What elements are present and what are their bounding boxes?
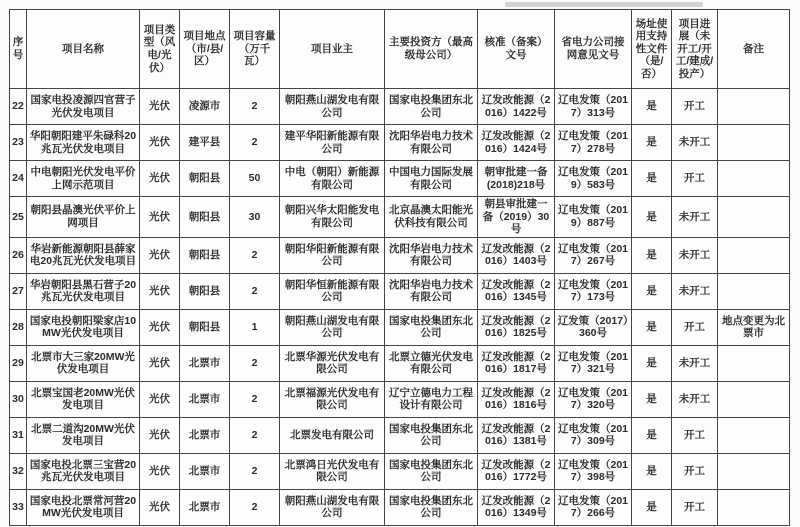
table-cell: 辽发改能源（2016）1825号 [478, 309, 555, 345]
header-project-name: 项目名称 [27, 10, 140, 89]
table-cell [718, 89, 790, 125]
table-cell: 辽发改能源（2016）1381号 [478, 417, 555, 453]
scan-artifact-smudge [505, 2, 703, 7]
table-row [10, 417, 790, 453]
table-cell: 国家电投集团东北公司 [385, 89, 478, 125]
table-cell: 北票市 [180, 489, 230, 525]
table-cell: 朝审批建一备(2018)218号 [478, 161, 555, 197]
table-cell: 沈阳华岩电力技术有限公司 [385, 125, 478, 161]
table-cell: 朝阳燕山湖发电有限公司 [280, 489, 385, 525]
row-number-cell: 32 [10, 453, 27, 489]
table-cell: 辽电发策（2017）173号 [555, 273, 632, 309]
table-cell: 建平县 [180, 125, 230, 161]
table-cell: 北票宝国老20MW光伏发电项目 [27, 381, 140, 417]
table-cell: 未开工 [672, 237, 718, 273]
table-cell [718, 489, 790, 525]
table-cell: 未开工 [672, 345, 718, 381]
header-project-capacity: 项目容量（万千瓦） [230, 10, 280, 89]
table-cell: 朝阳燕山湖发电有限公司 [280, 89, 385, 125]
table-cell: 辽电发策（2017）309号 [555, 417, 632, 453]
table-cell: 2 [230, 417, 280, 453]
table-cell: 是 [632, 345, 672, 381]
table-cell: 中国电力国际发展有限公司 [385, 161, 478, 197]
table-cell: 光伏 [140, 197, 180, 238]
table-cell: 建平华阳新能源有限公司 [280, 125, 385, 161]
table-cell: 朝县审批建一备（2019）30号 [478, 197, 555, 238]
table-cell: 中电（朝阳）新能源有限公司 [280, 161, 385, 197]
header-remarks: 备注 [718, 10, 790, 89]
table-header [10, 10, 790, 89]
table-row [10, 309, 790, 345]
table-row [10, 197, 790, 238]
table-cell: 2 [230, 345, 280, 381]
table-cell: 北票市 [180, 453, 230, 489]
table-cell: 华阳朝阳建平朱碌科20兆瓦光伏发电项目 [27, 125, 140, 161]
table-cell: 国家电投北票三宝营20兆瓦光伏发电项目 [27, 453, 140, 489]
table-cell: 是 [632, 89, 672, 125]
table-cell: 朝阳兴华太阳能发电有限公司 [280, 197, 385, 238]
table-cell: 北票市 [180, 345, 230, 381]
table-cell: 是 [632, 309, 672, 345]
table-cell: 朝阳县晶澳光伏平价上网项目 [27, 197, 140, 238]
table-cell [718, 417, 790, 453]
table-cell: 光伏 [140, 345, 180, 381]
table-cell: 朝阳县 [180, 309, 230, 345]
table-cell: 光伏 [140, 273, 180, 309]
table-cell: 地点变更为北票市 [718, 309, 790, 345]
table-cell: 辽电发策（2019）887号 [555, 197, 632, 238]
header-main-investor: 主要投资方（最高级母公司） [385, 10, 478, 89]
table-cell: 辽发改能源（2016）1424号 [478, 125, 555, 161]
table-cell: 光伏 [140, 161, 180, 197]
table-cell: 开工 [672, 417, 718, 453]
row-number-cell: 28 [10, 309, 27, 345]
table-cell: 开工 [672, 453, 718, 489]
row-number-cell: 27 [10, 273, 27, 309]
row-number-cell: 22 [10, 89, 27, 125]
row-number-cell: 23 [10, 125, 27, 161]
table-cell: 中电朝阳光伏发电平价上网示范项目 [27, 161, 140, 197]
table-cell [718, 161, 790, 197]
table-cell: 2 [230, 273, 280, 309]
table-cell [718, 197, 790, 238]
table-cell [718, 273, 790, 309]
table-row [10, 89, 790, 125]
table-cell: 是 [632, 161, 672, 197]
table-cell: 是 [632, 197, 672, 238]
table-cell: 辽发改能源（2016）1422号 [478, 89, 555, 125]
table-cell: 是 [632, 125, 672, 161]
header-approval-doc-number: 核准（备案）文号 [478, 10, 555, 89]
row-number-cell: 33 [10, 489, 27, 525]
table-cell: 光伏 [140, 89, 180, 125]
table-cell: 沈阳华岩电力技术有限公司 [385, 237, 478, 273]
table-cell: 辽发改能源（2016）1345号 [478, 273, 555, 309]
table-cell: 沈阳华岩电力技术有限公司 [385, 273, 478, 309]
table-cell: 未开工 [672, 197, 718, 238]
table-cell: 国家电投集团东北公司 [385, 309, 478, 345]
table-cell: 未开工 [672, 273, 718, 309]
table-cell: 朝阳县 [180, 273, 230, 309]
table-cell: 北票发电有限公司 [280, 417, 385, 453]
table-cell: 开工 [672, 309, 718, 345]
table-cell: 光伏 [140, 237, 180, 273]
table-cell: 2 [230, 89, 280, 125]
header-row [10, 10, 790, 89]
table-cell: 北票鸿日光伏发电有限公司 [280, 453, 385, 489]
table-cell: 辽电发策（2017）278号 [555, 125, 632, 161]
table-cell: 50 [230, 161, 280, 197]
table-cell: 辽发策（2017）360号 [555, 309, 632, 345]
table-cell: 北京晶澳太阳能光伏科技有限公司 [385, 197, 478, 238]
table-cell: 国家电投集团东北公司 [385, 489, 478, 525]
header-project-progress: 项目进展（未开工/开工/建成/投产） [672, 10, 718, 89]
table-cell: 朝阳县 [180, 161, 230, 197]
table-cell: 国家电投朝阳梁家店10MW光伏发电项目 [27, 309, 140, 345]
header-grid-opinion-doc-number: 省电力公司接网意见文号 [555, 10, 632, 89]
table-row [10, 381, 790, 417]
table-cell: 光伏 [140, 125, 180, 161]
table-cell: 辽电发策（2017）313号 [555, 89, 632, 125]
table-cell: 国家电投凌源四官营子光伏发电项目 [27, 89, 140, 125]
table-row [10, 345, 790, 381]
table-cell: 北票立德光伏发电有限公司 [385, 345, 478, 381]
header-project-type: 项目类型（风电/光伏） [140, 10, 180, 89]
table-cell [718, 125, 790, 161]
table-cell: 2 [230, 237, 280, 273]
table-cell: 辽发改能源（2016）1816号 [478, 381, 555, 417]
table-body [10, 89, 790, 526]
table-cell: 2 [230, 125, 280, 161]
table-cell: 国家电投集团东北公司 [385, 453, 478, 489]
table-cell: 未开工 [672, 381, 718, 417]
table-cell [718, 453, 790, 489]
table-cell: 是 [632, 381, 672, 417]
table-cell: 北票市大三家20MW光伏发电项目 [27, 345, 140, 381]
table-cell: 北票市 [180, 417, 230, 453]
table-cell: 辽电发策（2017）398号 [555, 453, 632, 489]
table-cell: 辽电发策（2017）321号 [555, 345, 632, 381]
table-cell: 是 [632, 237, 672, 273]
table-row [10, 273, 790, 309]
table-cell: 朝阳县 [180, 237, 230, 273]
table-cell: 光伏 [140, 381, 180, 417]
table-cell: 是 [632, 453, 672, 489]
row-number-cell: 31 [10, 417, 27, 453]
table-cell: 是 [632, 489, 672, 525]
table-cell: 北票福源光伏发电有限公司 [280, 381, 385, 417]
table-cell [718, 381, 790, 417]
table-cell: 凌源市 [180, 89, 230, 125]
table-cell: 2 [230, 453, 280, 489]
table-cell: 朝阳华恒新能源有限公司 [280, 273, 385, 309]
table-cell: 开工 [672, 489, 718, 525]
table-cell: 北票市 [180, 381, 230, 417]
row-number-cell: 29 [10, 345, 27, 381]
table-cell: 辽电发策（2017）267号 [555, 237, 632, 273]
projects-table [9, 9, 790, 526]
table-cell: 北票二道沟20MW光伏发电项目 [27, 417, 140, 453]
header-serial-number: 序号 [10, 10, 27, 89]
row-number-cell: 30 [10, 381, 27, 417]
table-cell: 朝阳华阳新能源有限公司 [280, 237, 385, 273]
table-row [10, 453, 790, 489]
table-cell: 开工 [672, 161, 718, 197]
table-cell: 辽发改能源（2016）1403号 [478, 237, 555, 273]
row-number-cell: 24 [10, 161, 27, 197]
table-cell [718, 345, 790, 381]
table-cell: 未开工 [672, 125, 718, 161]
table-cell: 辽发改能源（2016）1817号 [478, 345, 555, 381]
header-site-support-file: 场址使用支持性文件（是/否） [632, 10, 672, 89]
table-cell: 光伏 [140, 453, 180, 489]
table-cell: 辽电发策（2019）583号 [555, 161, 632, 197]
table-cell: 是 [632, 273, 672, 309]
table-cell: 朝阳县 [180, 197, 230, 238]
table-cell: 30 [230, 197, 280, 238]
table-cell: 辽电发策（2017）266号 [555, 489, 632, 525]
table-row [10, 489, 790, 525]
row-number-cell: 26 [10, 237, 27, 273]
table-cell: 辽电发策（2017）320号 [555, 381, 632, 417]
table-cell: 国家电投北票常河营20MW光伏发电项目 [27, 489, 140, 525]
table-cell: 1 [230, 309, 280, 345]
table-cell: 朝阳燕山湖发电有限公司 [280, 309, 385, 345]
table-cell: 是 [632, 417, 672, 453]
table-cell: 国家电投集团东北公司 [385, 417, 478, 453]
header-project-location: 项目地点（市/县/区） [180, 10, 230, 89]
table-cell: 2 [230, 489, 280, 525]
table-cell: 光伏 [140, 417, 180, 453]
table-cell: 华岩朝阳县黑石营子20兆瓦光伏发电项目 [27, 273, 140, 309]
table-cell: 光伏 [140, 489, 180, 525]
table-cell: 开工 [672, 89, 718, 125]
table-cell: 北票华源光伏发电有限公司 [280, 345, 385, 381]
table-cell: 辽发改能源（2016）1349号 [478, 489, 555, 525]
table-row [10, 161, 790, 197]
table-cell: 华岩新能源朝阳县薛家电20兆瓦光伏发电项目 [27, 237, 140, 273]
table-cell: 辽宁立德电力工程设计有限公司 [385, 381, 478, 417]
table-cell: 光伏 [140, 309, 180, 345]
row-number-cell: 25 [10, 197, 27, 238]
table-row [10, 125, 790, 161]
table-row [10, 237, 790, 273]
table-cell [718, 237, 790, 273]
header-project-owner: 项目业主 [280, 10, 385, 89]
table-cell: 辽发改能源（2016）1772号 [478, 453, 555, 489]
table-cell: 2 [230, 381, 280, 417]
